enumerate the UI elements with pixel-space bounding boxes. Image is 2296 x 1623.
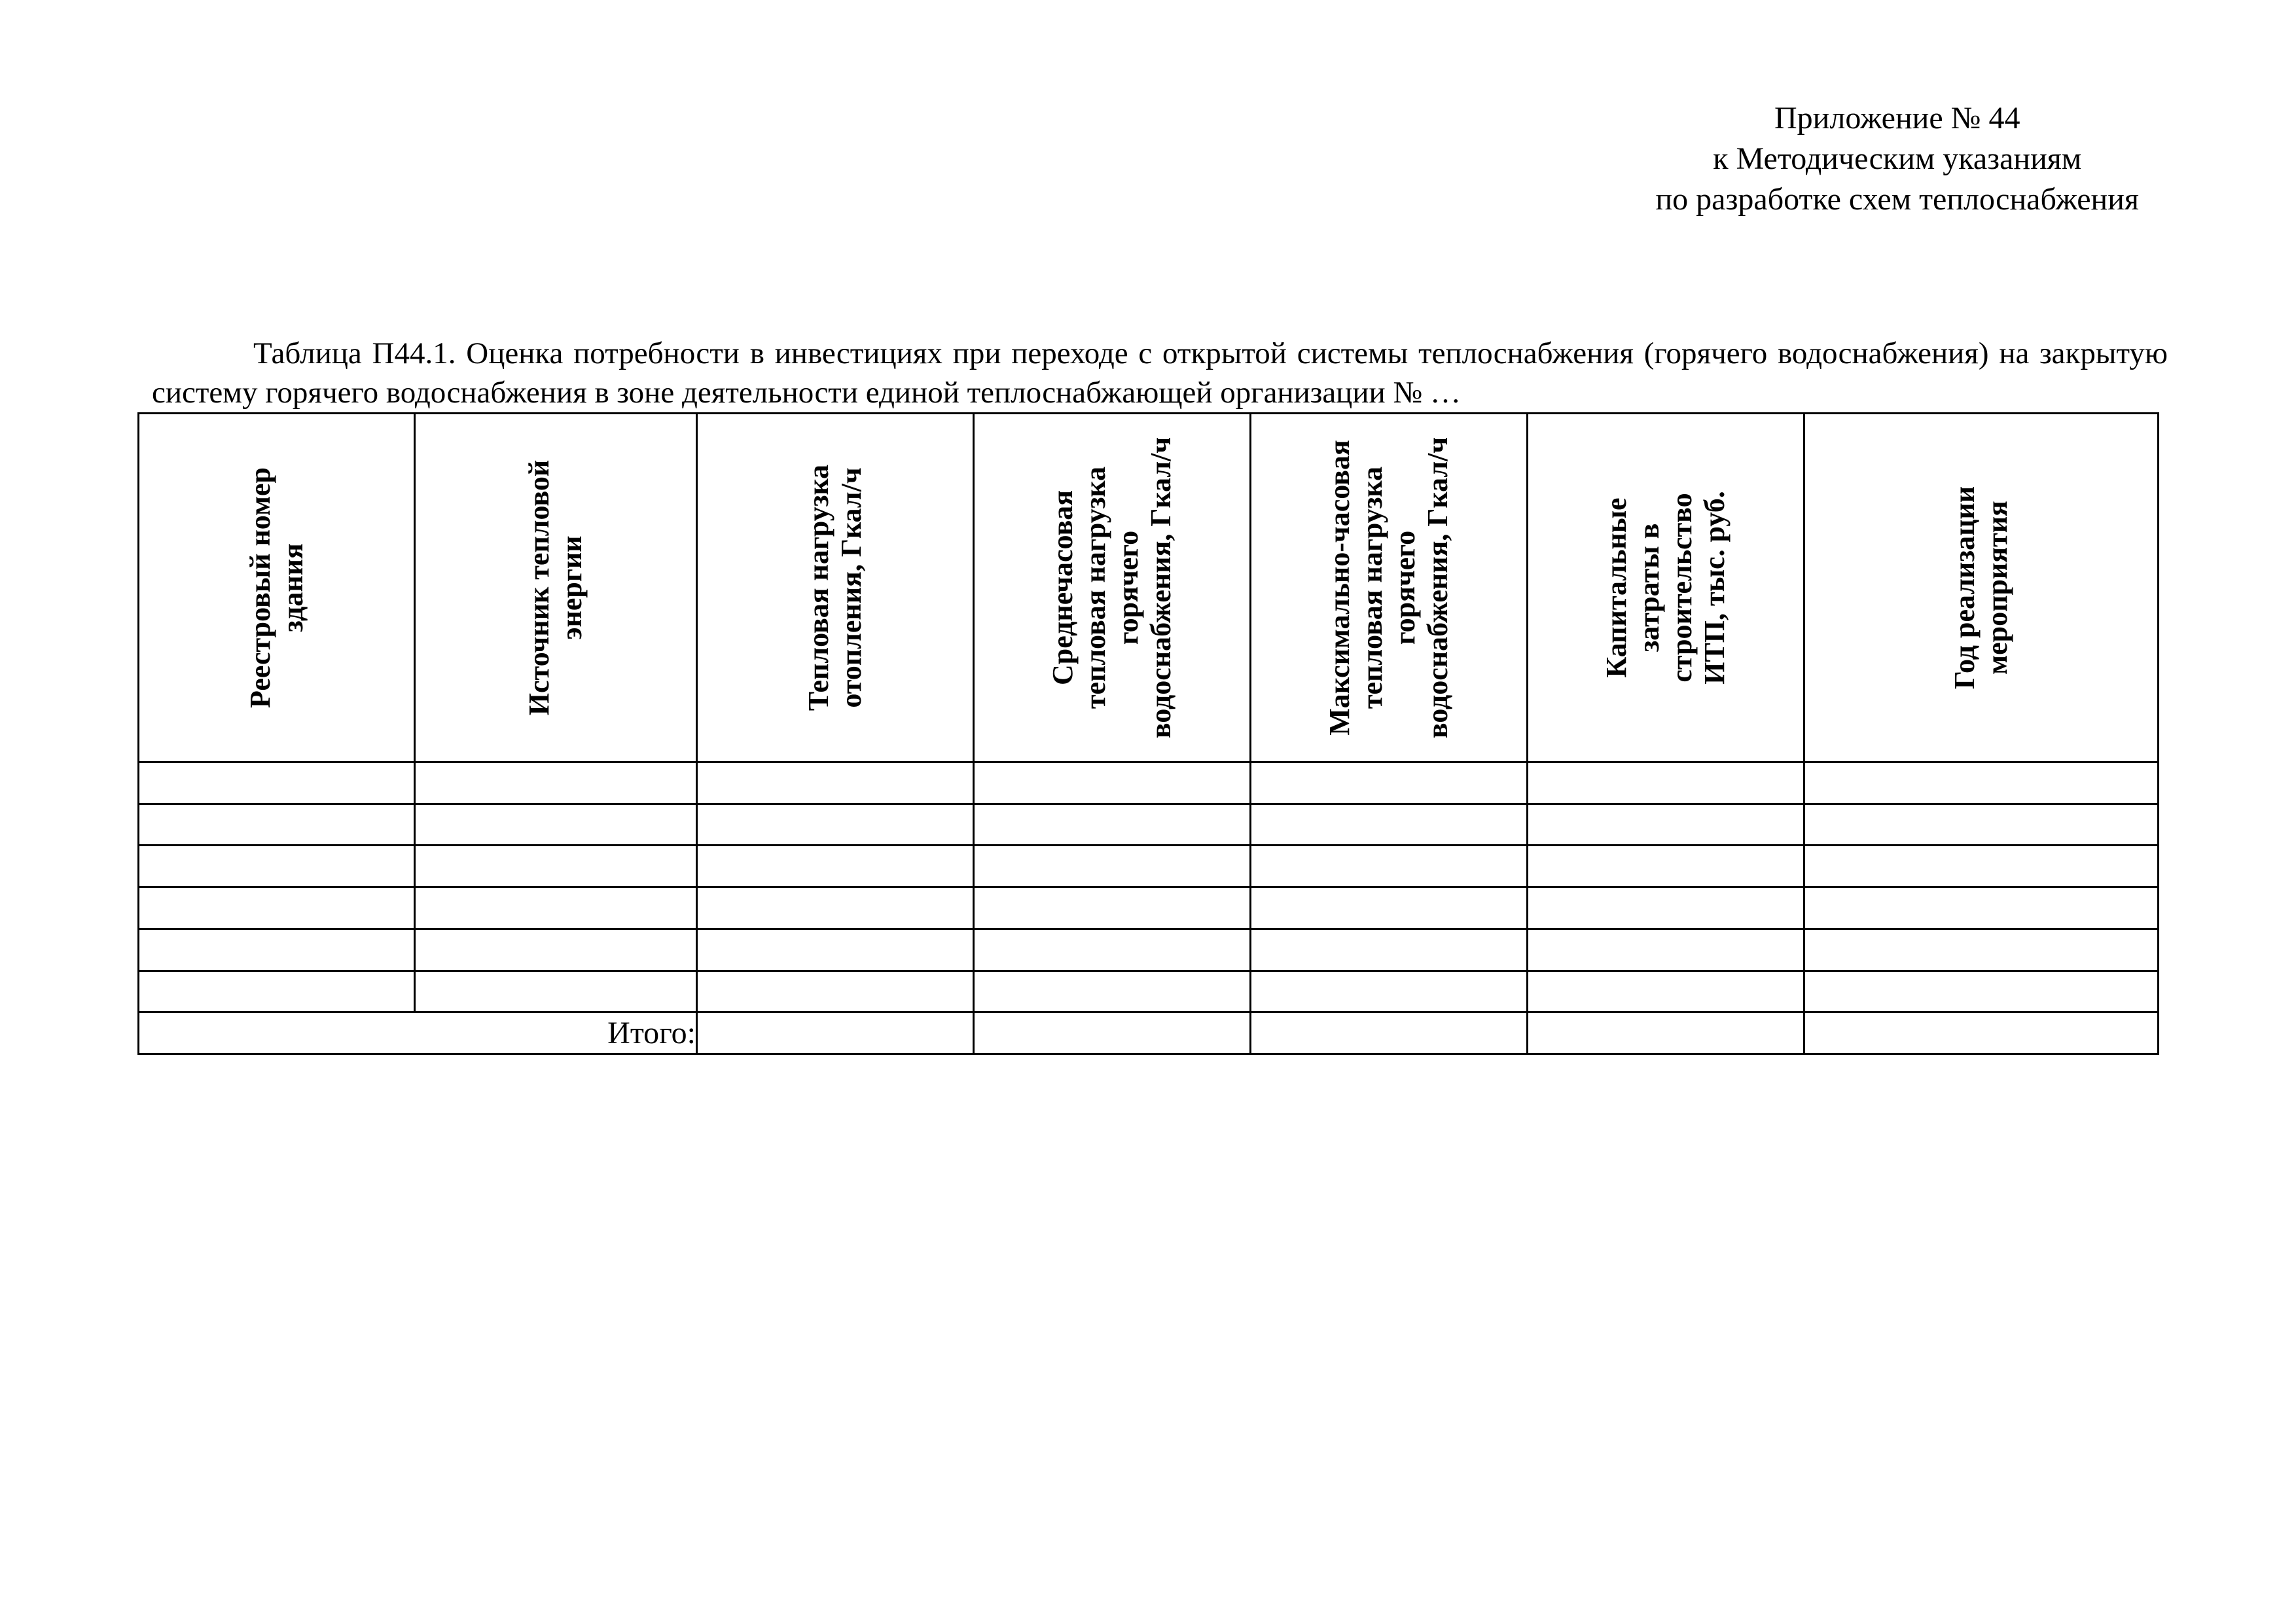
table-cell xyxy=(1804,762,2159,804)
table-cell xyxy=(974,804,1251,846)
table-cell xyxy=(1804,971,2159,1012)
total-label: Итого: xyxy=(139,1012,697,1054)
table-cell xyxy=(974,1012,1251,1054)
table-cell xyxy=(1528,887,1804,929)
table-cell xyxy=(1251,804,1528,846)
table-cell xyxy=(697,929,974,971)
table-cell xyxy=(139,804,415,846)
header-label: Источник тепловой энергии xyxy=(523,459,588,716)
header-label: Реестровый номер здания xyxy=(243,467,309,708)
appendix-line-1: Приложение № 44 xyxy=(1774,101,2020,135)
header-cell xyxy=(415,414,697,762)
table-row xyxy=(139,846,2159,887)
table-row xyxy=(139,971,2159,1012)
header-cell xyxy=(974,414,1251,762)
table-cell xyxy=(697,846,974,887)
table-cell xyxy=(1804,1012,2159,1054)
table-cell xyxy=(1528,846,1804,887)
table-cell xyxy=(974,846,1251,887)
table-cell xyxy=(415,887,697,929)
table-row xyxy=(139,804,2159,846)
table-cell xyxy=(1251,846,1528,887)
table-row xyxy=(139,887,2159,929)
header-row xyxy=(139,414,2159,762)
table-cell xyxy=(415,846,697,887)
table-row xyxy=(139,929,2159,971)
appendix-line-2: к Методическим указаниям xyxy=(1713,141,2082,176)
table-row-total xyxy=(139,1012,2159,1054)
appendix-note xyxy=(1655,98,2139,220)
table-cell xyxy=(697,762,974,804)
table-cell xyxy=(1528,1012,1804,1054)
header-label: Максимально-часовая тепловая нагрузка горячего водоснабжения, Гкал/ч xyxy=(1323,437,1454,739)
table-cell xyxy=(139,846,415,887)
table-cell xyxy=(1251,1012,1528,1054)
table-cell xyxy=(415,929,697,971)
table-cell xyxy=(1251,887,1528,929)
header-cell xyxy=(1251,414,1528,762)
appendix-line-3: по разработке схем теплоснабжения xyxy=(1655,182,2139,217)
table-cell xyxy=(974,971,1251,1012)
table-cell xyxy=(1528,762,1804,804)
table-cell xyxy=(974,929,1251,971)
table-cell xyxy=(415,804,697,846)
table-caption: Таблица П44.1. Оценка потребности в инвестициях при переходе с открытой системы теплоснабжения (горячего водоснабжения) на закрытую систему горячего водоснабжения в зоне деятельности единой теплоснабжающей организации № … xyxy=(152,336,2168,410)
table-cell xyxy=(697,971,974,1012)
table-cell xyxy=(139,762,415,804)
table-cell xyxy=(1804,929,2159,971)
table-cell xyxy=(974,762,1251,804)
table-cell xyxy=(1251,929,1528,971)
table-cell xyxy=(415,762,697,804)
table-cell xyxy=(697,887,974,929)
table-cell xyxy=(1528,929,1804,971)
table-cell xyxy=(697,804,974,846)
table-cell xyxy=(697,1012,974,1054)
header-label: Среднечасовая тепловая нагрузка горячего водоснабжения, Гкал/ч xyxy=(1047,437,1177,739)
table-cell xyxy=(139,929,415,971)
header-cell xyxy=(697,414,974,762)
header-cell xyxy=(1528,414,1804,762)
table-cell xyxy=(1804,887,2159,929)
table-cell xyxy=(974,887,1251,929)
table-cell xyxy=(139,971,415,1012)
investment-table xyxy=(137,412,2159,1055)
table-cell xyxy=(1251,762,1528,804)
table-cell xyxy=(1804,846,2159,887)
header-cell xyxy=(139,414,415,762)
table-cell xyxy=(415,971,697,1012)
table-cell xyxy=(139,887,415,929)
table-cell xyxy=(1528,804,1804,846)
header-label: Тепловая нагрузка отопления, Гкал/ч xyxy=(802,464,867,711)
header-label: Капитальные затраты в строительство ИТП, тыс. руб. xyxy=(1600,491,1731,685)
table-cell xyxy=(1251,971,1528,1012)
table-row xyxy=(139,762,2159,804)
table-cell xyxy=(1528,971,1804,1012)
table-cell xyxy=(1804,804,2159,846)
header-cell xyxy=(1804,414,2159,762)
header-label: Год реализации мероприятия xyxy=(1948,486,2013,690)
